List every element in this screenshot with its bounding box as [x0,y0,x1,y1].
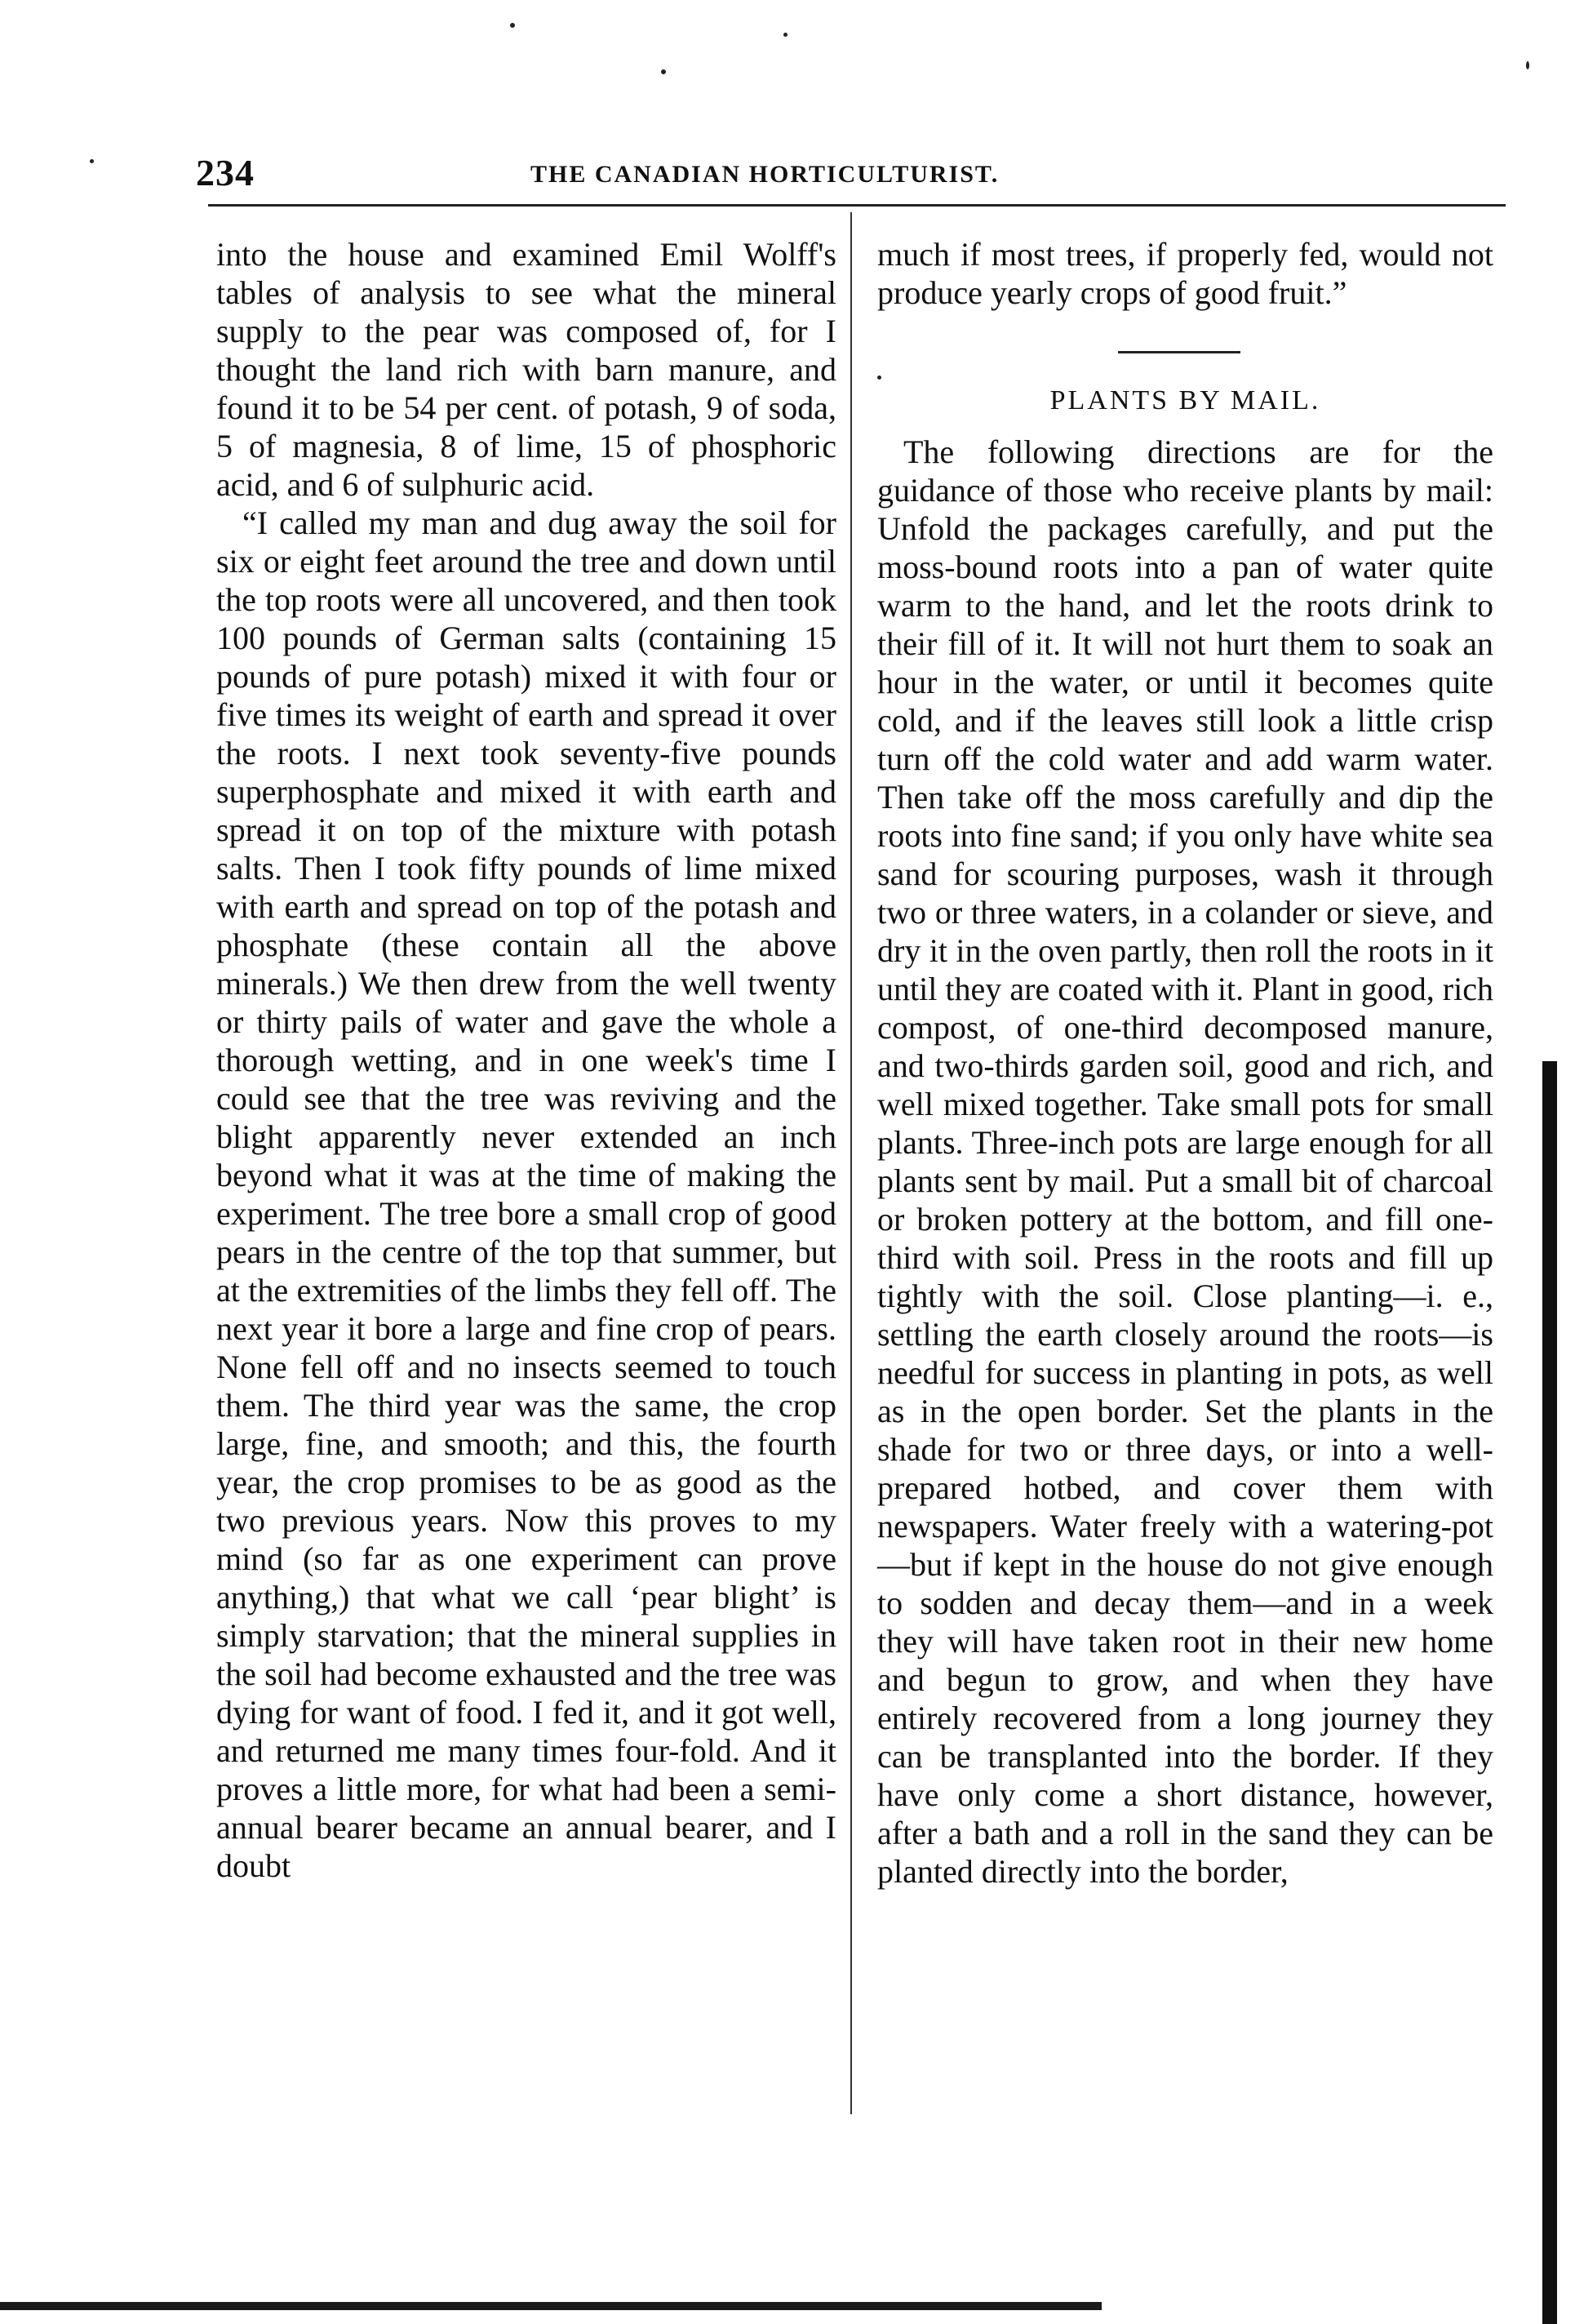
right-column-continuation [877,235,1493,312]
right-column-body [877,433,1493,1891]
right-paragraph: The following directions are for the guidance of those who receive plants by mail: Unfold the packages carefully, and put the moss-bound roots into a pan of water quite warm to the hand, and let the roots drink to their fill of it. It will not hurt them to soak an hour in the water, or until it becomes quite cold, and if the leaves still look a little crisp turn off the cold water and add warm water. Then take off the moss carefully and dip the roots into fine sand; if you only have white sea sand for scouring purposes, wash it through two or three waters, in a colander or sieve, and dry it in the oven partly, then roll the roots in it until they are coated with it. Plant in good, rich compost, of one-third decomposed manure, and two-thirds garden soil, good and rich, and well mixed together. Take small pots for small plants. Three-inch pots are large enough for all plants sent by mail. Put a small bit of charcoal or broken pottery at the bottom, and fill one-third with soil. Press in the roots and fill up tightly with the soil. Close planting—i. e., settling the earth closely around the roots—is needful for success in planting in pots, as well as in the open border. Set the plants in the shade for two or three days, or into a well-prepared hotbed, and cover them with newspapers. Water freely with a watering-pot—but if kept in the house do not give enough to sodden and decay them—and in a week they will have taken root in their new home and begun to grow, and when they have entirely recovered from a long journey they can be transplanted into the border. If they have only come a short distance, however, after a bath and a roll in the sand they can be planted directly into the border, [877,433,1493,1890]
running-title: THE CANADIAN HORTICULTURIST. [530,161,1000,188]
scan-speck [783,33,788,37]
scan-speck [510,23,515,28]
scan-speck [661,69,666,74]
header-rule [208,204,1506,207]
left-paragraph: “I called my man and dug away the soil for six or eight feet around the tree and down until the top roots were all uncovered, and then took 100 pounds of German salts (containing 15 pounds of pure potash) mixed it with four or five times its weight of earth and spread it over the roots. I next took seventy-five pounds superphosphate and mixed it with earth and spread it on top of the mixture with potash salts. Then I took fifty pounds of lime mixed with earth and spread on top of the potash and phosphate (these contain all the above minerals.) We then drew from the well twenty or thirty pails of water and gave the whole a thorough wetting, and in one week's time I could see that the tree was reviving and the blight apparently never extended an inch beyond what it was at the time of making the experiment. The tree bore a small crop of good pears in the centre of the top that summer, but at the extremities of the limbs they fell off. The next year it bore a large and fine crop of pears. None fell off and no insects seemed to touch them. The third year was the same, the crop large, fine, and smooth; and this, the fourth year, the crop promises to be as good as the two previous years. Now this proves to my mind (so far as one experiment can prove anything,) that what we call ‘pear blight’ is simply starvation; that the mineral supplies in the soil had become exhausted and the tree was dying for want of food. I fed it, and it got well, and returned me many times four-fold. And it proves a little more, for what had been a semi-annual bearer became an annual bearer, and I doubt [216,504,836,1884]
left-column [216,235,836,1885]
page-header [188,151,1493,200]
left-paragraph: into the house and examined Emil Wolff's tables of analysis to see what the mineral supply to the pear was composed of, for I thought the land rich with barn manure, and found it to be 54 per cent. of potash, 9 of soda, 5 of magnesia, 8 of lime, 15 of phosphoric acid, and 6 of sulphuric acid. [216,236,836,503]
column-divider [850,212,852,2114]
scan-edge-shadow [1542,1061,1557,2324]
section-title: PLANTS BY MAIL. [1049,385,1321,415]
scan-speck [90,159,94,163]
scan-speck [1526,61,1529,69]
scan-bottom-shadow [0,2302,1102,2310]
scan-speck [877,375,881,380]
page-number: 234 [196,152,255,193]
section-divider [1118,351,1240,353]
right-continuation-text: much if most trees, if properly fed, would not produce yearly crops of good fruit.” [877,236,1493,311]
